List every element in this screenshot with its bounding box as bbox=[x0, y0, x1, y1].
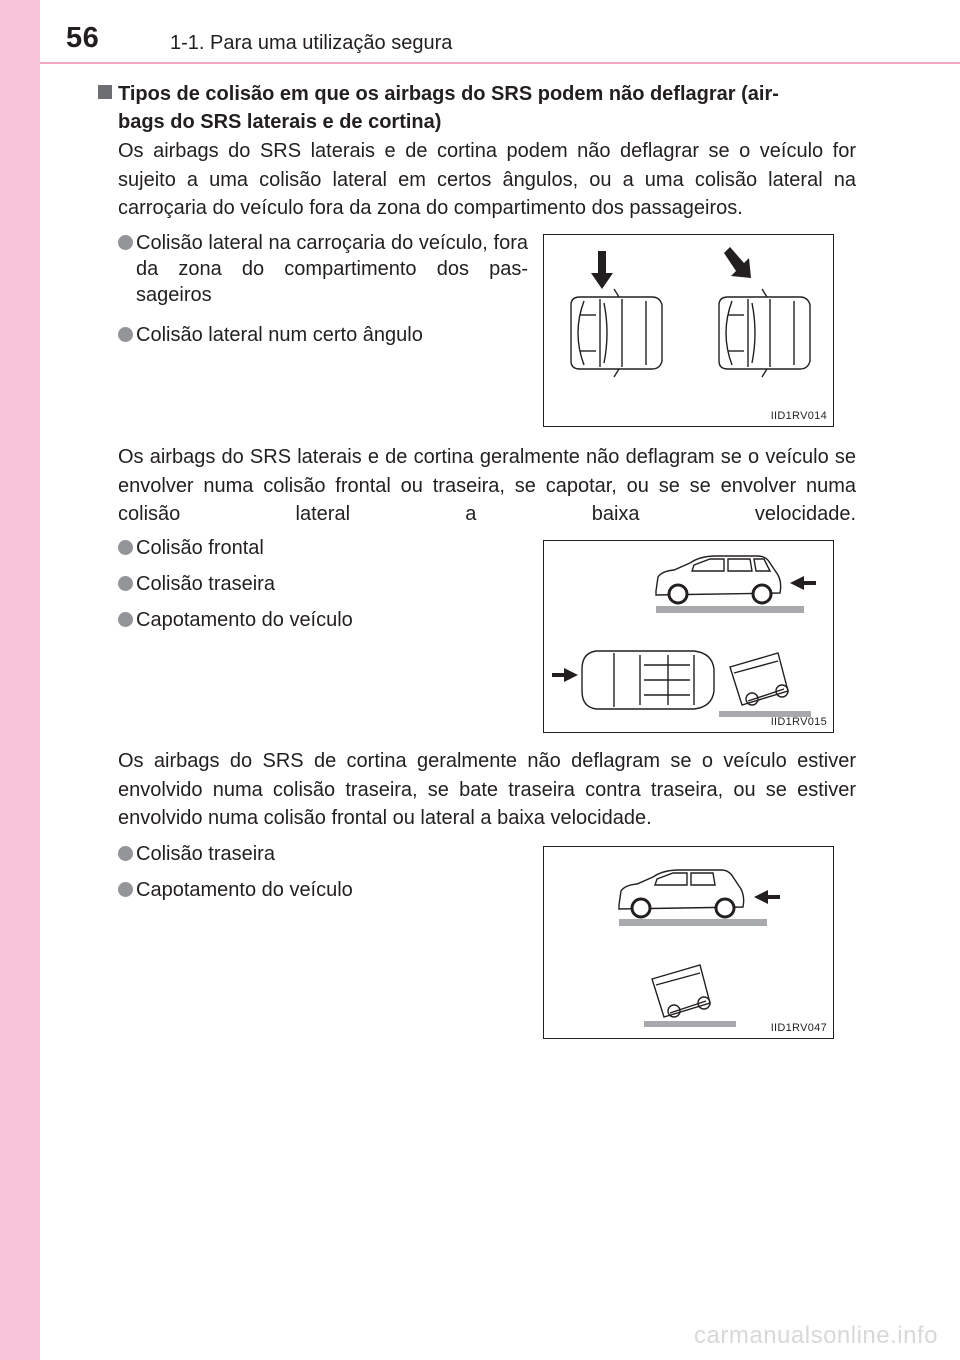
square-bullet-icon bbox=[98, 85, 112, 99]
figure-side-collision bbox=[543, 234, 834, 427]
car-top-view-2 bbox=[719, 289, 810, 377]
bullet-list-2 bbox=[118, 535, 528, 633]
chapter-side-tab bbox=[0, 0, 40, 1360]
header-rule bbox=[40, 62, 960, 64]
section-title: 1-1. Para uma utilização segura bbox=[170, 32, 453, 54]
paragraph-2: Os airbags do SRS laterais e de cortina geralmente não deflagram se o veículo se envolver numa colisão frontal ou traseira, se capotar, ou se se envolver numa colisão lateral a baixa velocidade. bbox=[118, 446, 856, 525]
figure-code: IID1RV015 bbox=[770, 716, 827, 728]
bullet-dot-icon bbox=[118, 612, 133, 627]
list-item: Capotamento do veículo bbox=[118, 607, 528, 633]
front-rear-rollover-illustration bbox=[544, 541, 833, 732]
bullet-dot-icon bbox=[118, 235, 133, 250]
subsection-heading bbox=[98, 80, 858, 136]
bullet-dot-icon bbox=[118, 882, 133, 897]
bullet-dot-icon bbox=[118, 540, 133, 555]
impact-arrows bbox=[591, 247, 751, 289]
arrow-right-icon bbox=[552, 668, 578, 682]
arrow-left-icon bbox=[790, 576, 816, 590]
paragraph-3: Os airbags do SRS de cortina geralmente não deflagram se o veículo estiver envolvido numa colisão traseira, se bate traseira contra traseira, ou se estiver envolvido numa colisão frontal ou lateral a baixa velocidade. bbox=[118, 750, 856, 829]
list-item: Colisão traseira bbox=[118, 571, 528, 597]
list-item: Colisão traseira bbox=[118, 841, 528, 867]
bullet-list-3 bbox=[118, 841, 528, 903]
list-item: Colisão lateral na carroçaria do veículo, fora da zona do compartimento dos pas- sageiros bbox=[118, 230, 528, 308]
bullet-dot-icon bbox=[118, 576, 133, 591]
heading-line-1: Tipos de colisão em que os airbags do SRS podem não deflagrar (air- bbox=[118, 83, 779, 105]
page-number: 56 bbox=[66, 22, 100, 54]
suv-top-view bbox=[582, 651, 714, 709]
rolled-over-car bbox=[652, 965, 710, 1017]
arrow-left-icon bbox=[754, 890, 780, 904]
list-item: Colisão lateral num certo ângulo bbox=[118, 322, 528, 348]
bullet-list-1 bbox=[118, 230, 528, 348]
figure-front-rear-rollover bbox=[543, 540, 834, 733]
figure-code: IID1RV014 bbox=[770, 410, 827, 422]
car-top-view-1 bbox=[571, 289, 662, 377]
watermark: carmanualsonline.info bbox=[694, 1322, 938, 1349]
list-item: Capotamento do veículo bbox=[118, 877, 528, 903]
arrow-diagonal-icon bbox=[724, 247, 751, 278]
bullet-dot-icon bbox=[118, 846, 133, 861]
heading-line-2: bags do SRS laterais e de cortina) bbox=[118, 111, 442, 133]
arrow-down-icon bbox=[591, 251, 613, 289]
bullet-dot-icon bbox=[118, 327, 133, 342]
figure-code: IID1RV047 bbox=[770, 1022, 827, 1034]
figure-rear-rollover bbox=[543, 846, 834, 1039]
impact-arrows bbox=[754, 890, 780, 904]
side-collision-illustration bbox=[544, 235, 833, 426]
rear-rollover-illustration bbox=[544, 847, 833, 1038]
rolled-over-car bbox=[730, 653, 788, 705]
list-item: Colisão frontal bbox=[118, 535, 528, 561]
paragraph-1: Os airbags do SRS laterais e de cortina podem não deflagrar se o veículo for sujeito a uma colisão lateral em certos ângulos, ou a uma colisão lateral na carroçaria do veículo fora da zona do compartimento dos passageiros. bbox=[118, 140, 856, 219]
